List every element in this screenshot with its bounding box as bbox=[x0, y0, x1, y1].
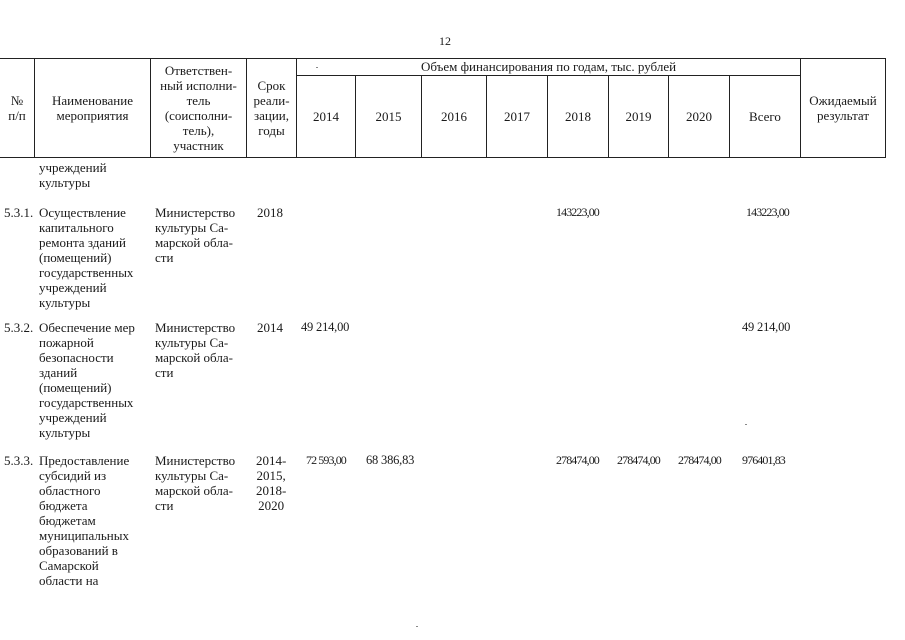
row-responsible: Министерство культуры Са- марской обла- сти bbox=[155, 205, 236, 265]
header-result: Ожидаемый результат bbox=[809, 93, 877, 123]
header-year-2015: 2015 bbox=[375, 109, 402, 124]
row-name: Обеспечение мер пожарной безопасности зданий (помещений) государственных учреждений культуры bbox=[39, 320, 135, 440]
row-term: 2018 bbox=[257, 205, 283, 220]
header-num: № п/п bbox=[8, 93, 26, 123]
row-num: 5.3.2. bbox=[4, 320, 34, 335]
value-2020: 278474,00 bbox=[678, 453, 721, 467]
header-name: Наименование мероприятия bbox=[52, 93, 133, 123]
value-2018: 143223,00 bbox=[556, 205, 599, 219]
continuation-text: учреждений культуры bbox=[39, 160, 107, 190]
header-total: Всего bbox=[749, 109, 781, 124]
value-total: 143223,00 bbox=[746, 205, 789, 219]
header-term: Срок реали- зации, годы bbox=[253, 78, 290, 138]
row-num: 5.3.1. bbox=[4, 205, 34, 220]
row-responsible: Министерство культуры Са- марской обла- сти bbox=[155, 453, 236, 513]
value-2019: 278474,00 bbox=[617, 453, 660, 467]
header-bottom-line bbox=[0, 157, 886, 158]
scan-speck bbox=[745, 424, 747, 425]
value-total: 49 214,00 bbox=[742, 320, 791, 334]
header-funding-title: Объем финансирования по годам, тыс. рублей bbox=[420, 59, 677, 74]
value-2014: 72 593,00 bbox=[306, 453, 346, 467]
scan-speck bbox=[316, 67, 318, 68]
row-term: 2014 bbox=[257, 320, 283, 335]
header-year-2017: 2017 bbox=[504, 109, 530, 124]
row-term: 2014- 2015, 2018- 2020 bbox=[256, 453, 287, 513]
header-year-2019: 2019 bbox=[625, 109, 652, 124]
header-responsible: Ответствен- ный исполни- тель (соисполни- тель), участник bbox=[160, 63, 237, 153]
row-num: 5.3.3. bbox=[4, 453, 34, 468]
page-number: 12 bbox=[439, 34, 451, 48]
row-name: Осуществление капитального ремонта зданий (помещений) государственных учреждений культуры bbox=[39, 205, 134, 310]
header-year-2014: 2014 bbox=[313, 109, 339, 124]
scan-speck bbox=[416, 626, 418, 627]
col-line bbox=[885, 58, 886, 158]
row-responsible: Министерство культуры Са- марской обла- сти bbox=[155, 320, 236, 380]
header-year-2020: 2020 bbox=[686, 109, 712, 124]
value-2014: 49 214,00 bbox=[301, 320, 350, 334]
value-2015: 68 386,83 bbox=[366, 453, 415, 467]
value-2018: 278474,00 bbox=[556, 453, 599, 467]
header-year-2016: 2016 bbox=[441, 109, 467, 124]
row-name: Предоставление субсидий из областного бюджета бюджетам муниципальных образований в Самарской области на bbox=[39, 453, 130, 588]
value-total: 976401,83 bbox=[742, 453, 785, 467]
header-year-2018: 2018 bbox=[565, 109, 591, 124]
